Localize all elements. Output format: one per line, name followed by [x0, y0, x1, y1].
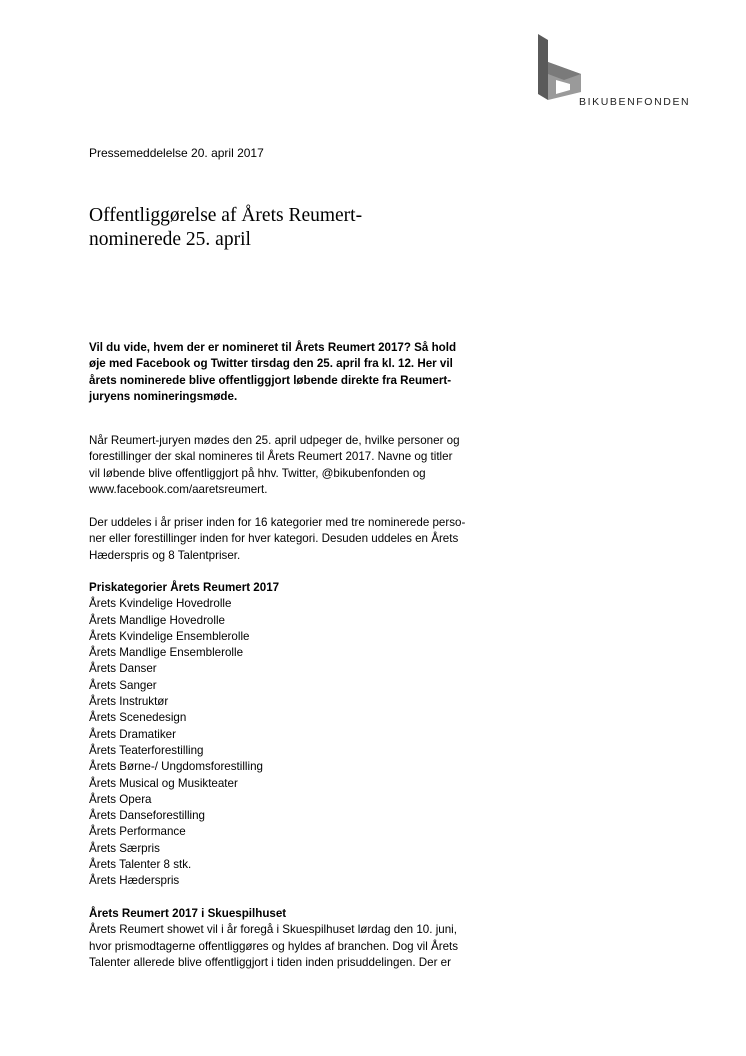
body-line: www.facebook.com/aaretsreumert. — [89, 482, 268, 496]
closing-heading: Årets Reumert 2017 i Skuespilhuset — [89, 907, 287, 920]
closing-section — [89, 906, 509, 971]
body-line: Når Reumert-juryen mødes den 25. april udpeger de, hvilke personer og — [89, 434, 460, 447]
body-line: Der uddeles i år priser inden for 16 kategorier med tre nominerede perso- — [89, 516, 466, 529]
category-item: Årets Kvindelige Hovedrolle — [89, 597, 232, 611]
category-item: Årets Mandlige Hovedrolle — [89, 613, 225, 627]
closing-line: Talenter allerede blive offentliggjort i tiden inden prisuddelingen. Der er — [89, 955, 451, 969]
category-item: Årets Danseforestilling — [89, 809, 205, 823]
category-item: Årets Særpris — [89, 841, 160, 855]
press-release-dateline: Pressemeddelelse 20. april 2017 — [89, 146, 264, 160]
body-line: vil løbende blive offentliggjort på hhv. Twitter, @bikubenfonden og — [89, 466, 426, 480]
category-item: Årets Hæderspris — [89, 874, 180, 888]
category-item: Årets Danser — [89, 662, 157, 676]
title-line: nominerede 25. april — [89, 229, 251, 250]
category-item: Årets Kvindelige Ensemblerolle — [89, 629, 250, 643]
page-title — [89, 204, 509, 252]
body-line: Hæderspris og 8 Talentpriser. — [89, 548, 241, 562]
category-item: Årets Talenter 8 stk. — [89, 858, 192, 872]
category-heading: Priskategorier Årets Reumert 2017 — [89, 581, 280, 594]
body-line: ner eller forestillinger inden for hver kategori. Desuden uddeles en Årets — [89, 532, 459, 546]
lead-line: Vil du vide, hvem der er nomineret til Årets Reumert 2017? Så hold — [89, 341, 457, 354]
category-list — [89, 580, 509, 890]
category-item: Årets Teaterforestilling — [89, 743, 204, 757]
closing-line: hvor prismodtagerne offentliggøres og hyldes af branchen. Dog vil Årets — [89, 939, 459, 953]
category-item: Årets Instruktør — [89, 695, 169, 709]
bikubenfonden-logo — [536, 34, 696, 114]
category-item: Årets Performance — [89, 825, 186, 839]
category-item: Årets Børne-/ Ungdomsforestilling — [89, 760, 263, 774]
category-item: Årets Opera — [89, 792, 152, 806]
lead-line: årets nominerede blive offentliggjort løbende direkte fra Reumert- — [89, 373, 452, 387]
category-item: Årets Dramatiker — [89, 727, 176, 741]
category-item: Årets Musical og Musikteater — [89, 776, 238, 790]
closing-line: Årets Reumert showet vil i år foregå i Skuespilhuset lørdag den 10. juni, — [89, 923, 457, 937]
category-item: Årets Sanger — [89, 678, 157, 692]
lead-line: juryens nomineringsmøde. — [89, 389, 238, 403]
lead-line: øje med Facebook og Twitter tirsdag den 25. april fra kl. 12. Her vil — [89, 357, 453, 371]
category-item: Årets Mandlige Ensemblerolle — [89, 646, 244, 660]
lead-paragraph — [89, 340, 509, 405]
category-item: Årets Scenedesign — [89, 711, 187, 725]
logo-wordmark: BIKUBENFONDEN — [579, 96, 691, 108]
bikuben-b-icon — [536, 34, 586, 100]
body-paragraph-1 — [89, 433, 509, 498]
body-paragraph-2 — [89, 515, 509, 564]
body-line: forestillinger der skal nomineres til Årets Reumert 2017. Navne og titler — [89, 450, 453, 464]
title-line: Offentliggørelse af Årets Reumert- — [89, 205, 363, 226]
